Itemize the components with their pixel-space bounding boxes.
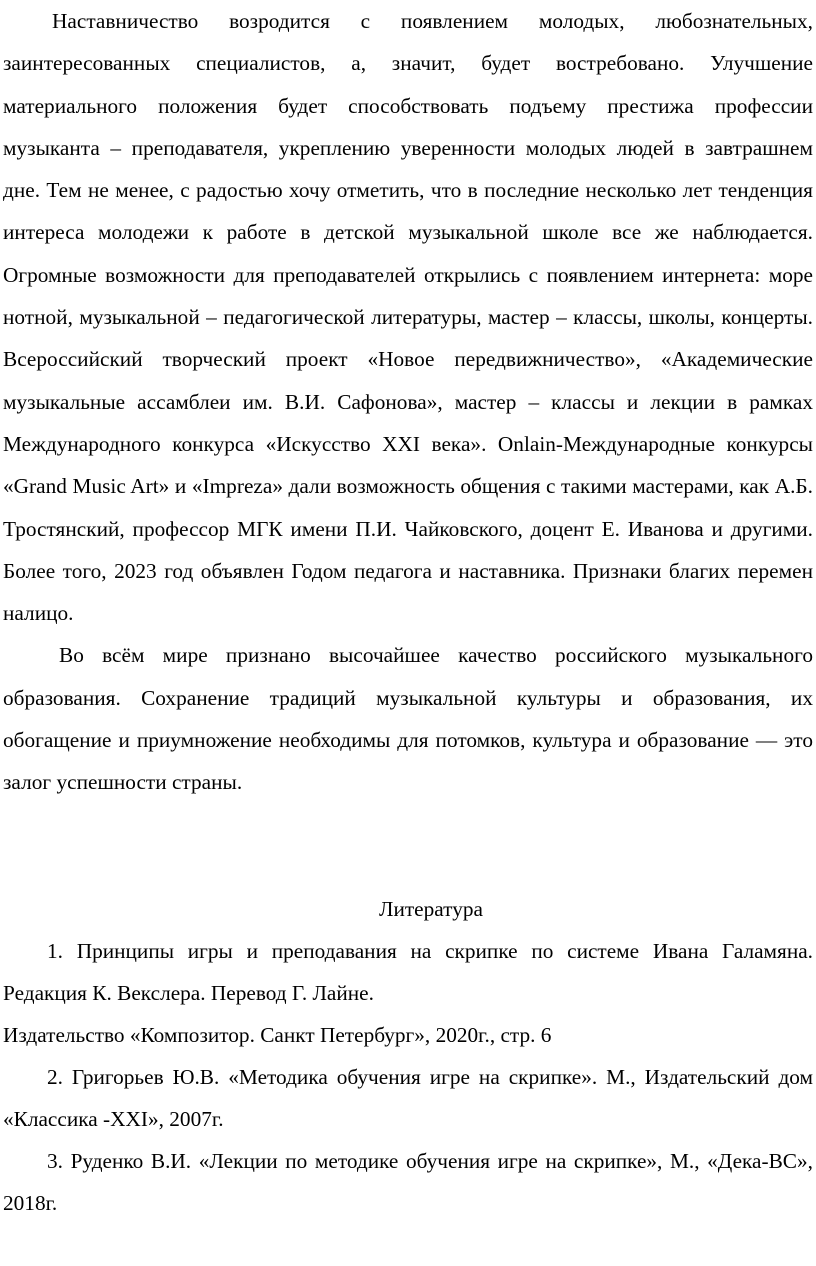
body-paragraph-2: Во всём мире признано высочайшее качество российского музыкального образования. Сохранение традиций музыкальной культуры и образования, их обогащение и приумножение необходимы для потомков, культура и образование — это залог успешности страны. <box>3 643 813 795</box>
reference-item-1-publisher: Издательство «Композитор. Санкт Петербург», 2020г., стр. 6 <box>3 1022 552 1047</box>
reference-item-1: 1. Принципы игры и преподавания на скрипке по системе Ивана Галамяна. Редакция К. Векслера. Перевод Г. Лайне. <box>3 938 813 1005</box>
section-spacer <box>3 804 813 888</box>
body-paragraph-1: Наставничество возродится с появлением молодых, любознательных, заинтересованных специалистов, а, значит, будет востребовано. Улучшение материального положения будет способствовать подъему престижа профессии музыканта – преподавателя, укреплению уверенности молодых людей в завтрашнем дне. Тем не менее, с радостью хочу отметить, что в последние несколько лет тенденция интереса молодежи к работе в детской музыкальной школе все же наблюдается. Огромные возможности для преподавателей открылись с появлением интернета: море нотной, музыкальной – педагогической литературы, мастер – классы, школы, концерты. Всероссийский творческий проект «Новое передвижничество», «Академические музыкальные ассамблеи им. В.И. Сафонова», мастер – классы и лекции в рамках Международного конкурса «Искусство XXI века». Onlain-Международные конкурсы «Grand Music Art» и «Impreza» дали возможность общения с такими мастерами, как А.Б. Тростянский, профессор МГК имени П.И. Чайковского, доцент Е. Иванова и другими. Более того, 2023 год объявлен Годом педагога и наставника. Признаки благих перемен налицо. <box>3 9 813 626</box>
reference-item-3: 3. Руденко В.И. «Лекции по методике обучения игре на скрипке», М., «Дека-ВС», 2018г. <box>3 1148 813 1215</box>
document-page <box>3 0 813 1224</box>
references-heading: Литература <box>379 896 483 921</box>
reference-item-2: 2. Григорьев Ю.В. «Методика обучения игре на скрипке». М., Издательский дом «Классика -XXI», 2007г. <box>3 1064 813 1131</box>
